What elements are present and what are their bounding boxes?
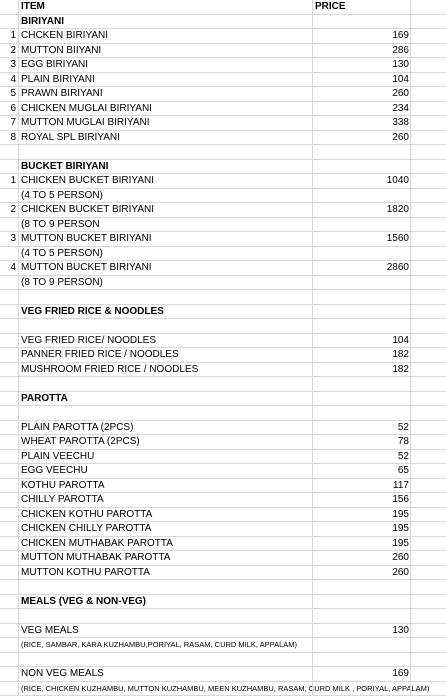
item-name: VEG FRIED RICE/ NOODLES bbox=[18, 334, 312, 348]
empty-cell bbox=[410, 392, 446, 406]
item-name: PLAIN PAROTTA (2PCS) bbox=[18, 421, 312, 435]
empty-cell bbox=[410, 363, 446, 377]
item-price: 1820 bbox=[312, 203, 410, 217]
item-price: 286 bbox=[312, 44, 410, 58]
item-price bbox=[312, 595, 410, 609]
empty-cell bbox=[410, 290, 446, 304]
empty-row bbox=[0, 319, 446, 334]
item-name bbox=[18, 609, 312, 623]
section-title: VEG FRIED RICE & NOODLES bbox=[18, 305, 312, 319]
menu-row bbox=[0, 667, 446, 682]
empty-cell bbox=[410, 116, 446, 130]
item-name: (4 TO 5 PERSON) bbox=[18, 247, 312, 261]
empty-row bbox=[0, 609, 446, 624]
menu-row bbox=[0, 537, 446, 552]
item-price: 260 bbox=[312, 87, 410, 101]
menu-row bbox=[0, 174, 446, 189]
item-name bbox=[18, 653, 312, 667]
empty-cell bbox=[410, 87, 446, 101]
menu-row bbox=[0, 421, 446, 436]
empty-row bbox=[0, 377, 446, 392]
empty-cell bbox=[410, 102, 446, 116]
menu-rows bbox=[0, 15, 446, 697]
item-name: CHICKEN MUTHABAK PAROTTA bbox=[18, 537, 312, 551]
empty-row bbox=[0, 653, 446, 668]
menu-row bbox=[0, 638, 446, 653]
empty-cell bbox=[410, 15, 446, 29]
item-name: EGG VEECHU bbox=[18, 464, 312, 478]
empty-cell bbox=[410, 174, 446, 188]
item-price: 260 bbox=[312, 551, 410, 565]
header-row bbox=[0, 0, 446, 15]
empty-cell bbox=[410, 232, 446, 246]
empty-cell bbox=[410, 464, 446, 478]
item-name: CHICKEN CHILLY PAROTTA bbox=[18, 522, 312, 536]
section-header-row bbox=[0, 160, 446, 175]
item-header: ITEM bbox=[18, 0, 312, 14]
menu-row bbox=[0, 218, 446, 233]
empty-row bbox=[0, 290, 446, 305]
empty-cell bbox=[410, 609, 446, 623]
empty-cell bbox=[410, 638, 446, 652]
empty-cell bbox=[410, 58, 446, 72]
menu-row bbox=[0, 348, 446, 363]
menu-row bbox=[0, 624, 446, 639]
item-price bbox=[312, 406, 410, 420]
row-number: 8 bbox=[10, 131, 16, 143]
item-name: CHILLY PAROTTA bbox=[18, 493, 312, 507]
item-name: VEG MEALS bbox=[18, 624, 312, 638]
item-name: MUTTON MUGLAI BIRIYANI bbox=[18, 116, 312, 130]
item-name: CHICKEN KOTHU PAROTTA bbox=[18, 508, 312, 522]
item-name bbox=[18, 377, 312, 391]
empty-cell bbox=[410, 131, 446, 145]
row-number: 3 bbox=[10, 233, 16, 244]
item-name bbox=[18, 290, 312, 304]
item-price: 195 bbox=[312, 537, 410, 551]
item-name: CHICKEN BUCKET BIRIYANI bbox=[18, 174, 312, 188]
empty-cell bbox=[410, 493, 446, 507]
item-name: ROYAL SPL BIRIYANI bbox=[18, 131, 312, 145]
menu-row bbox=[0, 102, 446, 117]
row-number: 4 bbox=[10, 73, 16, 85]
empty-cell bbox=[410, 435, 446, 449]
menu-row bbox=[0, 551, 446, 566]
item-name: CHCKEN BIRIYANI bbox=[18, 29, 312, 43]
item-price: 117 bbox=[312, 479, 410, 493]
item-price bbox=[312, 15, 410, 29]
empty-cell bbox=[410, 203, 446, 217]
section-title: BUCKET BIRIYANI bbox=[18, 160, 312, 174]
menu-row bbox=[0, 682, 446, 697]
item-name: (8 TO 9 PERSON bbox=[18, 218, 312, 232]
menu-row bbox=[0, 44, 446, 59]
empty-cell bbox=[410, 44, 446, 58]
section-header-row bbox=[0, 305, 446, 320]
menu-row bbox=[0, 189, 446, 204]
empty-cell bbox=[410, 319, 446, 333]
menu-row bbox=[0, 479, 446, 494]
item-name bbox=[18, 145, 312, 159]
item-price: 169 bbox=[312, 667, 410, 681]
item-price: 1040 bbox=[312, 174, 410, 188]
item-price bbox=[312, 638, 410, 652]
item-name: PLAIN VEECHU bbox=[18, 450, 312, 464]
item-price: 104 bbox=[312, 73, 410, 87]
item-price: 65 bbox=[312, 464, 410, 478]
empty-cell bbox=[410, 667, 446, 681]
section-header-row bbox=[0, 392, 446, 407]
row-number: 2 bbox=[10, 204, 16, 215]
empty-cell bbox=[410, 508, 446, 522]
row-number: 1 bbox=[10, 175, 16, 186]
row-number: 6 bbox=[10, 102, 16, 114]
empty-cell bbox=[410, 145, 446, 159]
menu-row bbox=[0, 435, 446, 450]
item-price: 260 bbox=[312, 131, 410, 145]
item-name bbox=[18, 319, 312, 333]
empty-cell bbox=[410, 29, 446, 43]
item-name: PLAIN BIRIYANI bbox=[18, 73, 312, 87]
empty-cell bbox=[410, 450, 446, 464]
row-number: 3 bbox=[10, 59, 16, 70]
item-price: 195 bbox=[312, 522, 410, 536]
item-price bbox=[312, 247, 410, 261]
item-name: NON VEG MEALS bbox=[18, 667, 312, 681]
empty-cell bbox=[410, 73, 446, 87]
item-name: MUTTON BUCKET BIRIYANI bbox=[18, 261, 312, 275]
item-name: KOTHU PAROTTA bbox=[18, 479, 312, 493]
row-number: 1 bbox=[10, 30, 16, 41]
empty-cell bbox=[410, 421, 446, 435]
empty-cell bbox=[410, 305, 446, 319]
item-name: MUTTON MUTHABAK PAROTTA bbox=[18, 551, 312, 565]
menu-row bbox=[0, 232, 446, 247]
menu-row bbox=[0, 58, 446, 73]
item-price: 156 bbox=[312, 493, 410, 507]
empty-cell bbox=[410, 189, 446, 203]
empty-cell bbox=[410, 595, 446, 609]
row-number: 7 bbox=[10, 117, 16, 128]
menu-row bbox=[0, 131, 446, 146]
empty-row bbox=[0, 580, 446, 595]
item-price bbox=[312, 290, 410, 304]
item-price bbox=[312, 682, 410, 696]
item-price: 182 bbox=[312, 363, 410, 377]
section-header-row bbox=[0, 15, 446, 30]
section-title: MEALS (VEG & NON-VEG) bbox=[18, 595, 312, 609]
menu-row bbox=[0, 276, 446, 291]
empty-cell bbox=[410, 682, 446, 696]
item-name: (RICE, CHICKEN KUZHAMBU, MUTTON KUZHAMBU, MEEN KUZHAMBU, RASAM, CURD MILK , PORIYAL, APPALAM) bbox=[18, 682, 312, 696]
empty-row bbox=[0, 406, 446, 421]
section-title: BIRIYANI bbox=[18, 15, 312, 29]
empty-cell bbox=[410, 261, 446, 275]
item-name: EGG BIRIYANI bbox=[18, 58, 312, 72]
menu-row bbox=[0, 363, 446, 378]
menu-row bbox=[0, 29, 446, 44]
item-name: (8 TO 9 PERSON) bbox=[18, 276, 312, 290]
menu-row bbox=[0, 261, 446, 276]
item-name: MUSHROOM FRIED RICE / NOODLES bbox=[18, 363, 312, 377]
item-name: CHICKEN MUGLAI BIRIYANI bbox=[18, 102, 312, 116]
item-name: (RICE, SAMBAR, KARA KUZHAMBU,PORIYAL, RASAM, CURD MILK, APPALAM) bbox=[18, 638, 312, 652]
empty-cell bbox=[410, 0, 446, 14]
empty-cell bbox=[410, 218, 446, 232]
item-price: 260 bbox=[312, 566, 410, 580]
menu-row bbox=[0, 450, 446, 465]
item-price: 78 bbox=[312, 435, 410, 449]
row-number: 2 bbox=[10, 44, 16, 56]
item-price bbox=[312, 145, 410, 159]
item-name: MUTTON KOTHU PAROTTA bbox=[18, 566, 312, 580]
item-price: 104 bbox=[312, 334, 410, 348]
empty-cell bbox=[410, 406, 446, 420]
item-price bbox=[312, 189, 410, 203]
menu-row bbox=[0, 73, 446, 88]
item-name: MUTTON BIIYANI bbox=[18, 44, 312, 58]
item-price: 130 bbox=[312, 58, 410, 72]
item-price bbox=[312, 319, 410, 333]
item-name bbox=[18, 580, 312, 594]
empty-cell bbox=[410, 537, 446, 551]
item-price bbox=[312, 276, 410, 290]
item-name: WHEAT PAROTTA (2PCS) bbox=[18, 435, 312, 449]
item-price: 195 bbox=[312, 508, 410, 522]
item-price: 338 bbox=[312, 116, 410, 130]
menu-row bbox=[0, 334, 446, 349]
row-number: 4 bbox=[10, 262, 16, 273]
item-price bbox=[312, 609, 410, 623]
empty-row bbox=[0, 145, 446, 160]
menu-row bbox=[0, 247, 446, 262]
empty-cell bbox=[410, 522, 446, 536]
menu-row bbox=[0, 522, 446, 537]
item-name: PRAWN BIRIYANI bbox=[18, 87, 312, 101]
item-price bbox=[312, 377, 410, 391]
item-price bbox=[312, 653, 410, 667]
menu-row bbox=[0, 508, 446, 523]
empty-cell bbox=[410, 377, 446, 391]
empty-cell bbox=[410, 653, 446, 667]
row-number: 5 bbox=[10, 88, 16, 99]
empty-cell bbox=[410, 580, 446, 594]
menu-row bbox=[0, 493, 446, 508]
item-name: (4 TO 5 PERSON) bbox=[18, 189, 312, 203]
empty-cell bbox=[410, 160, 446, 174]
menu-row bbox=[0, 566, 446, 581]
item-price: 52 bbox=[312, 450, 410, 464]
price-header: PRICE bbox=[312, 0, 410, 14]
item-price bbox=[312, 305, 410, 319]
item-price bbox=[312, 160, 410, 174]
empty-cell bbox=[410, 551, 446, 565]
empty-cell bbox=[410, 566, 446, 580]
menu-row bbox=[0, 203, 446, 218]
empty-cell bbox=[410, 479, 446, 493]
menu-row bbox=[0, 464, 446, 479]
item-name: CHICKEN BUCKET BIRIYANI bbox=[18, 203, 312, 217]
menu-row bbox=[0, 87, 446, 102]
item-price bbox=[312, 580, 410, 594]
empty-cell bbox=[410, 348, 446, 362]
section-header-row bbox=[0, 595, 446, 610]
item-price: 1560 bbox=[312, 232, 410, 246]
item-price: 52 bbox=[312, 421, 410, 435]
item-name: MUTTON BUCKET BIRIYANI bbox=[18, 232, 312, 246]
item-price bbox=[312, 218, 410, 232]
item-price bbox=[312, 392, 410, 406]
item-price: 130 bbox=[312, 624, 410, 638]
empty-cell bbox=[410, 334, 446, 348]
item-price: 169 bbox=[312, 29, 410, 43]
item-price: 182 bbox=[312, 348, 410, 362]
empty-cell bbox=[410, 247, 446, 261]
section-title: PAROTTA bbox=[18, 392, 312, 406]
empty-cell bbox=[410, 624, 446, 638]
empty-cell bbox=[410, 276, 446, 290]
item-price: 2860 bbox=[312, 261, 410, 275]
item-name bbox=[18, 406, 312, 420]
item-name: PANNER FRIED RICE / NOODLES bbox=[18, 348, 312, 362]
menu-row bbox=[0, 116, 446, 131]
item-price: 234 bbox=[312, 102, 410, 116]
